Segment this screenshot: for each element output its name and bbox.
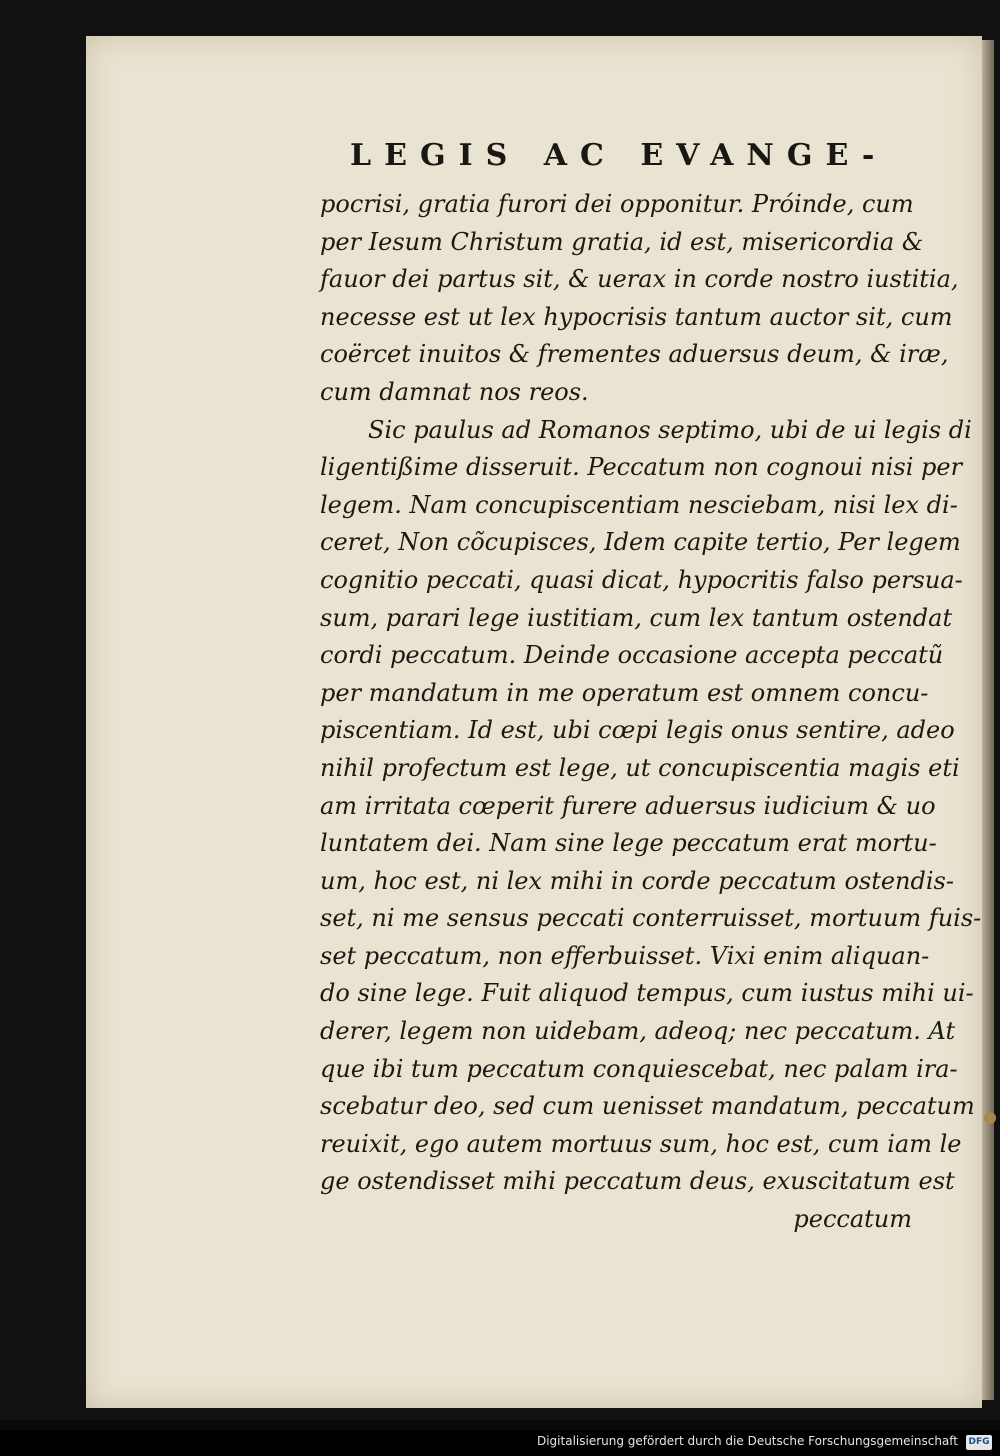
text-line: sum, parari lege iustitiam, cum lex tantum ostendat [320, 603, 953, 632]
text-line: ge ostendisset mihi peccatum deus, exuscitatum est [320, 1167, 955, 1196]
text-line: set peccatum, non efferbuisset. Vixi enim aliquan- [320, 941, 930, 970]
text-line: piscentiam. Id est, ubi cœpi legis onus sentire, adeo [320, 716, 955, 745]
text-line: necesse est ut lex hypocrisis tantum auctor sit, cum [320, 302, 953, 331]
catchword: peccatum [793, 1205, 912, 1234]
text-line: luntatem dei. Nam sine lege peccatum erat mortu- [320, 829, 937, 858]
footer-bar [0, 1430, 1000, 1456]
text-line: cognitio peccati, quasi dicat, hypocritis falso persua- [320, 565, 963, 594]
text-line: ligentißime disseruit. Peccatum non cognoui nisi per [320, 453, 963, 482]
page-edge [982, 40, 994, 1400]
text-line: per Iesum Christum gratia, id est, misericordia & [320, 227, 924, 256]
funding-credit: Digitalisierung gefördert durch die Deutsche Forschungsgemeinschaft [536, 1434, 958, 1448]
text-line: do sine lege. Fuit aliquod tempus, cum iustus mihi ui- [320, 979, 974, 1008]
text-line: legem. Nam concupiscentiam nesciebam, nisi lex di- [320, 490, 958, 519]
text-line: reuixit, ego autem mortuus sum, hoc est, cum iam le [320, 1129, 962, 1158]
running-head: LEGIS AC EVANGE- [350, 138, 888, 173]
text-line: nihil profectum est lege, ut concupiscentia magis eti [320, 753, 960, 782]
text-line: fauor dei partus sit, & uerax in corde nostro iustitia, [320, 265, 959, 294]
margin-mark [984, 1112, 996, 1124]
body-text [320, 186, 982, 1239]
text-line: am irritata cœperit furere aduersus iudicium & uo [320, 791, 936, 820]
paragraph-2 [320, 412, 982, 1201]
text-line: derer, legem non uidebam, adeoq; nec peccatum. At [320, 1017, 956, 1046]
dfg-logo-icon[interactable]: DFG [966, 1435, 992, 1450]
text-line: coërcet inuitos & frementes aduersus deum, & iræ, [320, 340, 949, 369]
text-line: scebatur deo, sed cum uenisset mandatum, peccatum [320, 1092, 975, 1121]
text-line: ceret, Non cõcupisces, Idem capite tertio, Per legem [320, 528, 961, 557]
text-line: set, ni me sensus peccati conterruisset, mortuum fuis- [320, 904, 982, 933]
text-line: cordi peccatum. Deinde occasione accepta peccatũ [320, 641, 944, 670]
text-line: cum damnat nos reos. [320, 377, 589, 406]
text-line: per mandatum in me operatum est omnem concu- [320, 678, 929, 707]
paragraph-1 [320, 186, 959, 412]
text-line: Sic paulus ad Romanos septimo, ubi de ui legis di [368, 415, 972, 444]
text-line: um, hoc est, ni lex mihi in corde peccatum ostendis- [320, 866, 954, 895]
text-line: que ibi tum peccatum conquiescebat, nec palam ira- [320, 1054, 958, 1083]
text-line: pocrisi, gratia furori dei opponitur. Próinde, cum [320, 190, 914, 218]
